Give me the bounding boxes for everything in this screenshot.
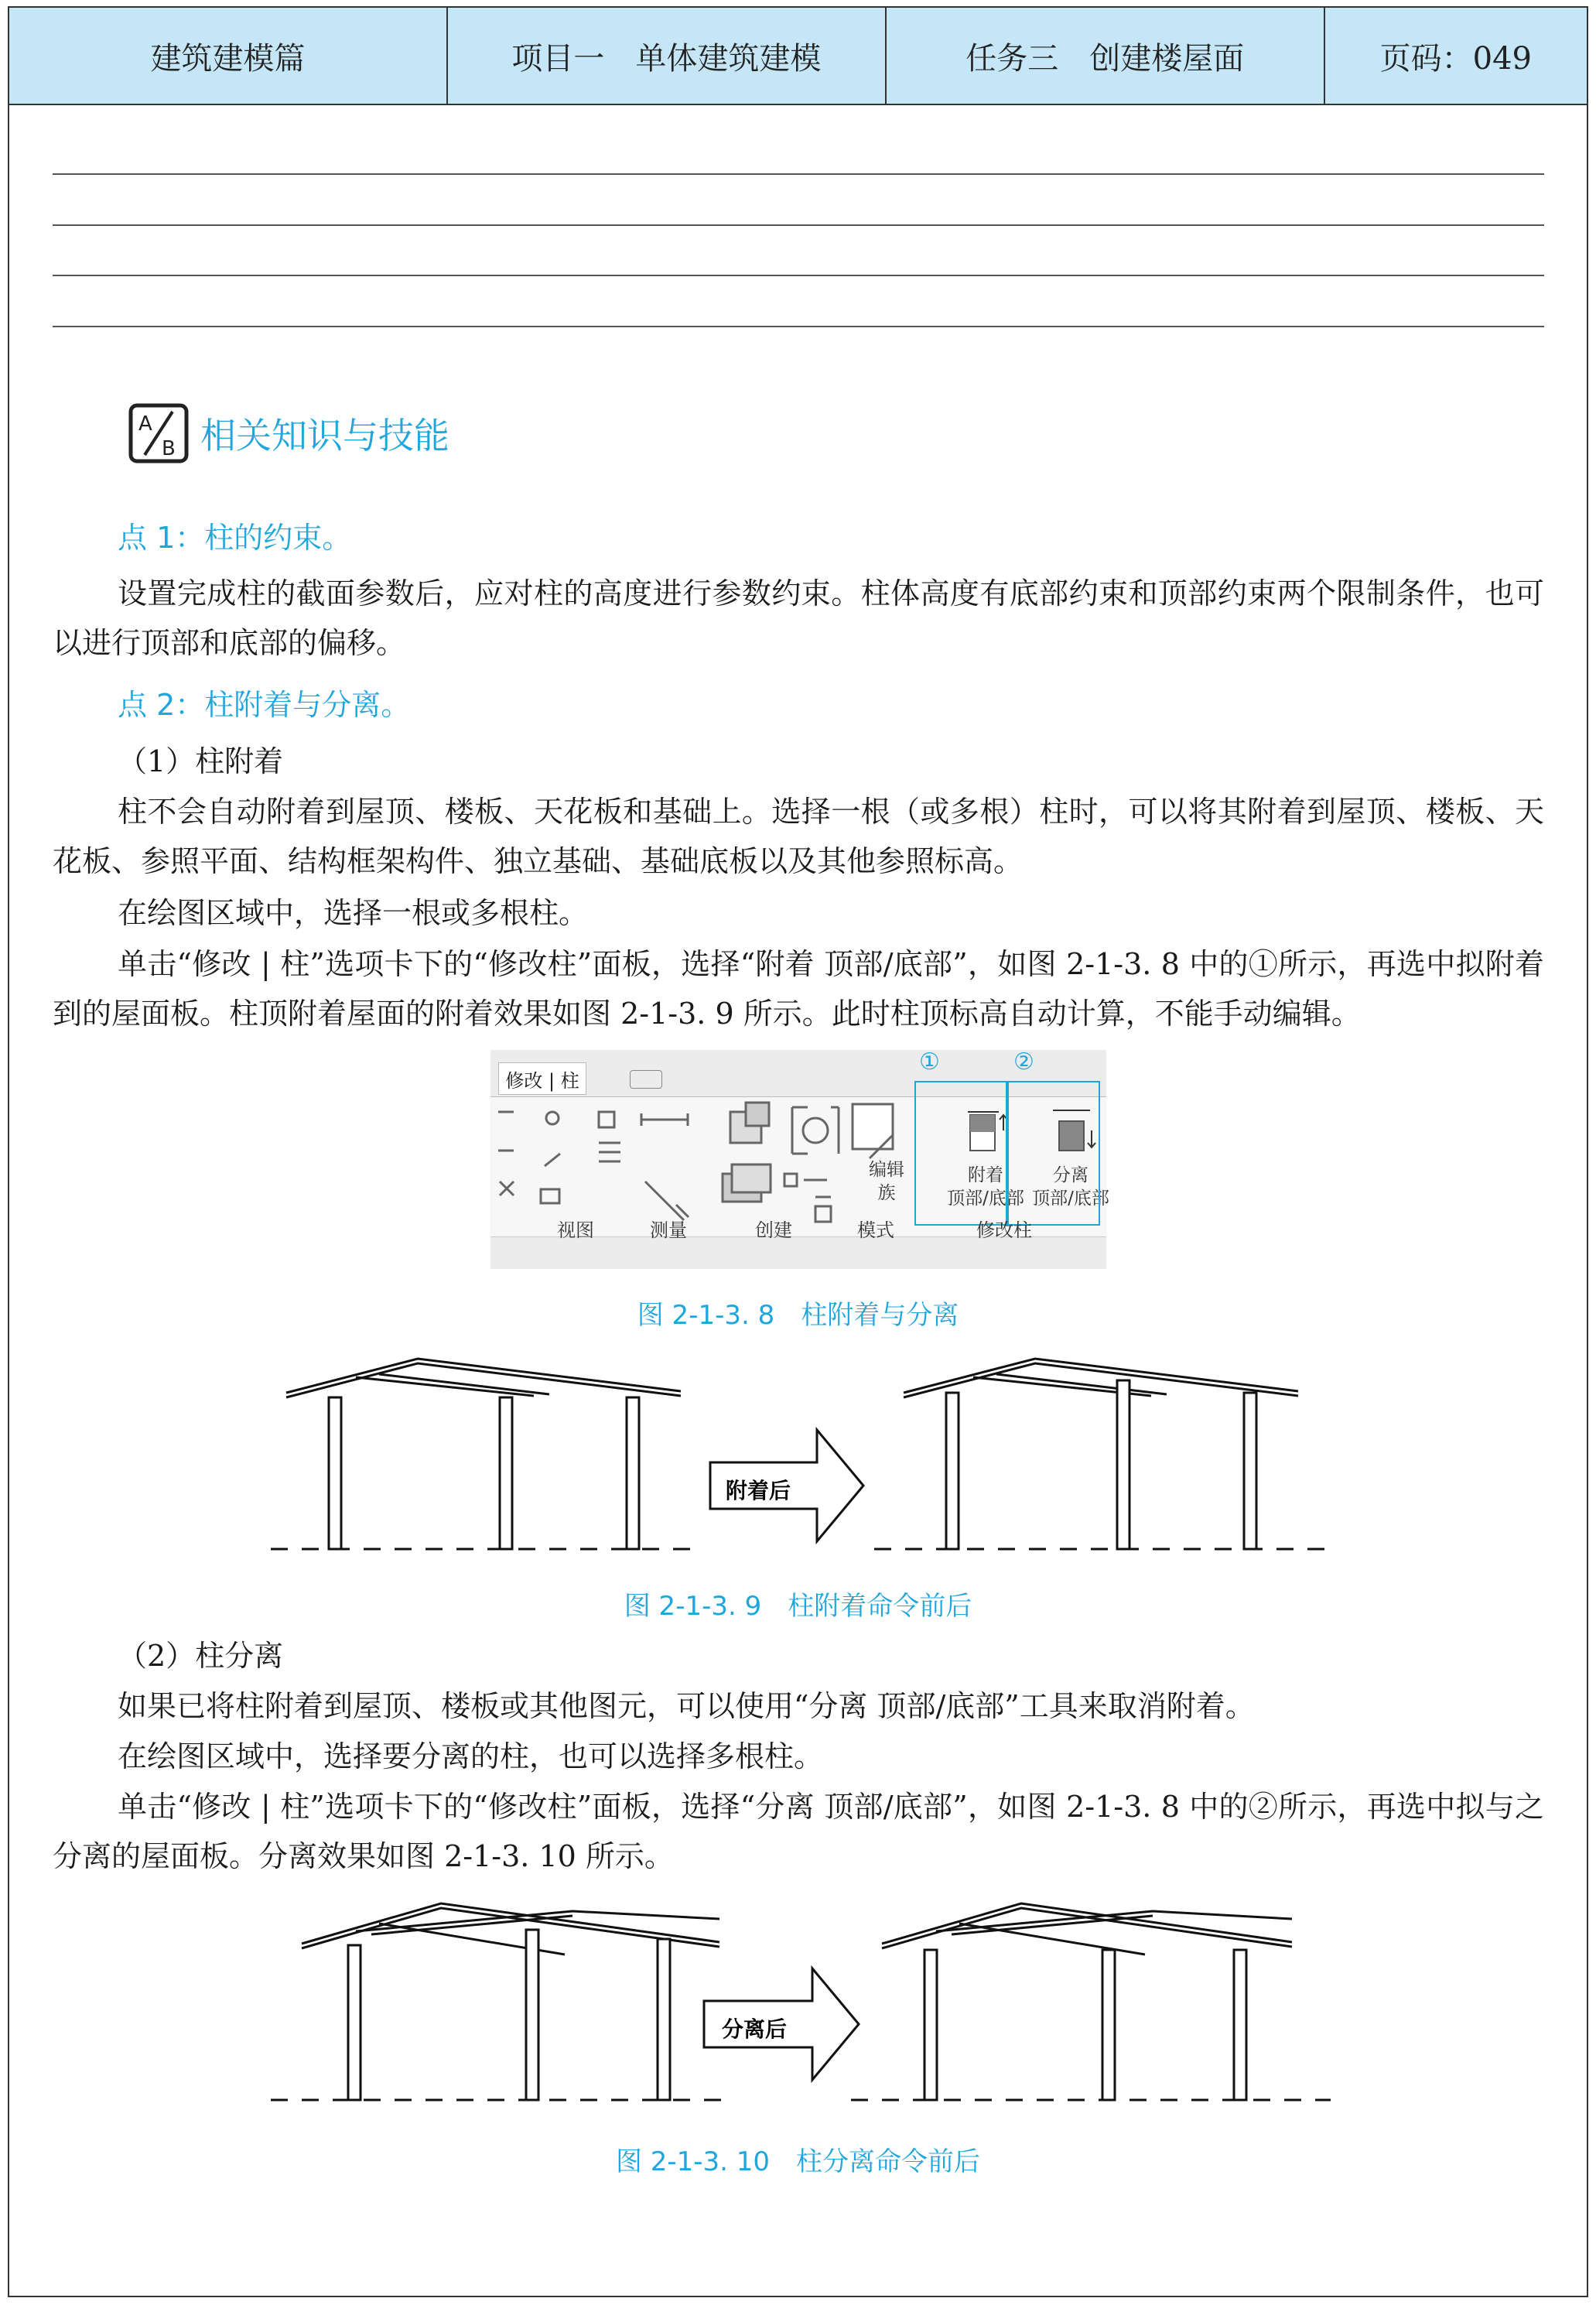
figure-10-caption: 图 2-1-3. 10 柱分离命令前后 — [615, 2146, 981, 2177]
after-detach-structure — [851, 1903, 1331, 2100]
detach-arrow — [704, 1968, 859, 2080]
point-1-body: 设置完成柱的截面参数后，应对柱的高度进行参数约束。柱体高度有底部约束和顶部约束两个限制条件，也可以进行顶部和底部的偏移。 — [53, 576, 1544, 660]
point-1-title: 点 1：柱的约束。 — [118, 521, 352, 555]
figure-8-caption: 图 2-1-3. 8 柱附着与分离 — [637, 1300, 959, 1331]
before-structure — [271, 1359, 696, 1549]
note-line — [53, 224, 1544, 226]
highlight-box-attach — [914, 1081, 1007, 1226]
group-label-mode: 模式 — [857, 1219, 894, 1241]
header-book-part: 建筑建模篇 — [9, 8, 448, 104]
subsection-2-paragraph: 在绘图区域中，选择要分离的柱，也可以选择多根柱。 — [118, 1739, 824, 1773]
before-detach-structure — [271, 1903, 727, 2100]
icon-letter-a: A — [138, 412, 152, 436]
subsection-2-paragraph: 单击“修改 | 柱”选项卡下的“修改柱”面板，选择“分离 顶部/底部”，如图 2-1-3. 8 中的②所示，再选中拟与之分离的屋面板。分离效果如图 2-1-3. 10 所示。 — [53, 1790, 1544, 1873]
note-line — [53, 275, 1544, 276]
after-structure — [874, 1359, 1331, 1549]
attach-arrow — [710, 1430, 863, 1541]
group-label-measure: 测量 — [650, 1219, 687, 1241]
section-title: 相关知识与技能 — [200, 415, 449, 457]
figure-9-diagram — [263, 1346, 1346, 1571]
group-label-modify-column: 修改柱 — [976, 1219, 1032, 1241]
subsection-2-title: （2）柱分离 — [118, 1639, 284, 1673]
ribbon-tab-modify-column: 修改 | 柱 — [498, 1062, 586, 1095]
group-label-create: 创建 — [755, 1219, 792, 1241]
subsection-2-paragraph: 如果已将柱附着到屋顶、楼板或其他图元，可以使用“分离 顶部/底部”工具来取消附着。 — [118, 1689, 1255, 1723]
dropdown-icon — [630, 1070, 662, 1089]
detach-arrow-label: 分离后 — [721, 2016, 788, 2042]
figure-9-caption: 图 2-1-3. 9 柱附着命令前后 — [624, 1591, 972, 1622]
detach-label: 分离 — [1053, 1165, 1088, 1185]
highlight-box-detach — [1007, 1081, 1100, 1226]
detach-sub-label: 顶部/底部 — [1032, 1188, 1109, 1209]
header-page-number: 页码：049 — [1379, 40, 1533, 77]
subsection-1-paragraph: 在绘图区域中，选择一根或多根柱。 — [118, 896, 589, 930]
attach-arrow-label: 附着后 — [725, 1478, 791, 1503]
subsection-1-paragraph: 单击“修改 | 柱”选项卡下的“修改柱”面板，选择“附着 顶部/底部”，如图 2-1-3. 8 中的①所示，再选中拟附着到的屋面板。柱顶附着屋面的附着效果如图 2-1-3. 9 所示。此时柱顶标高自动计算，不能手动编辑。 — [53, 947, 1544, 1031]
note-line — [53, 326, 1544, 327]
page-header — [8, 6, 1588, 105]
attach-sub-label: 顶部/底部 — [947, 1188, 1024, 1209]
marker-2: ② — [1013, 1048, 1034, 1076]
header-project: 项目一 单体建筑建模 — [448, 8, 887, 104]
figure-10-diagram — [263, 1888, 1346, 2120]
point-2-title: 点 2：柱附着与分离。 — [118, 688, 411, 722]
subsection-1-title: （1）柱附着 — [118, 744, 284, 778]
note-line — [53, 173, 1544, 175]
edit-family-label-2: 族 — [877, 1183, 896, 1203]
header-task: 任务三 创建楼屋面 — [887, 8, 1325, 104]
edit-family-button — [856, 1158, 918, 1205]
group-label-view: 视图 — [557, 1219, 594, 1241]
subsection-1-paragraph: 柱不会自动附着到屋顶、楼板、天花板和基础上。选择一根（或多根）柱时，可以将其附着到屋顶、楼板、天花板、参照平面、结构框架构件、独立基础、基础底板以及其他参照标高。 — [53, 795, 1544, 878]
attach-label: 附着 — [968, 1165, 1003, 1185]
revit-ribbon-figure — [490, 1048, 1109, 1269]
ab-knowledge-icon — [128, 402, 190, 464]
edit-family-label-1: 编辑 — [869, 1160, 904, 1180]
section-heading — [128, 402, 449, 464]
marker-1: ① — [919, 1048, 940, 1076]
icon-letter-b: B — [162, 437, 176, 460]
